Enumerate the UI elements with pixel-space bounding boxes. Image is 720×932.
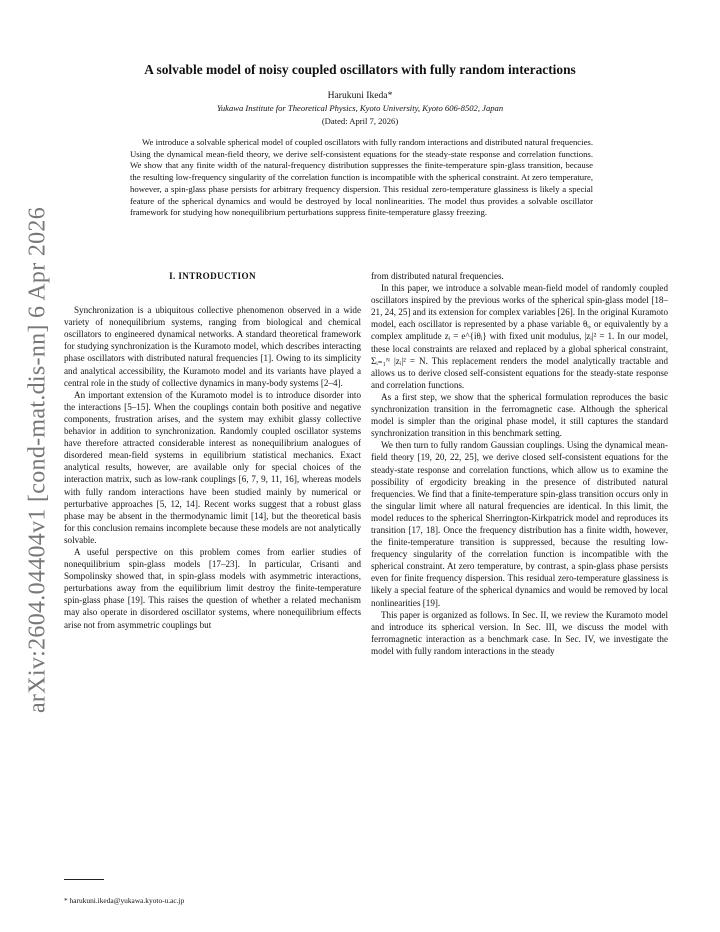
- paper-title: A solvable model of noisy coupled oscillators with fully random interactions: [144, 62, 576, 77]
- paragraph: This paper is organized as follows. In Sec. II, we review the Kuramoto model and introduce its spherical version. In Sec. III, we discuss the model with ferromagnetic interaction as a benchmark case. In Sec. IV, we investigate the model with fully random interactions in the steady: [371, 609, 668, 656]
- author-affiliation: Yukawa Institute for Theoretical Physics, Kyoto University, Kyoto 606-8502, Japan: [216, 103, 504, 113]
- right-column: [371, 270, 668, 657]
- paragraph: As a first step, we show that the spherical formulation reproduces the basic synchronization transition in the ferromagnetic case. Although the spherical model is simpler than the original phase model, it still captures the standard synchronization transition in this benchmark setting.: [371, 391, 668, 439]
- paper-date: (Dated: April 7, 2026): [321, 116, 399, 126]
- paragraph: We then turn to fully random Gaussian couplings. Using the dynamical mean-field theory [19, 20, 22, 25], we derive closed self-consistent equations for the steady-state response and correlation functions, which allow us to examine the possibility of ergodicity breaking in the presence of distributed natural frequencies. We find that a finite-temperature spin-glass transition occurs only in the singular limit where all natural frequencies are identical. In this limit, the model reduces to the spherical Sherrington-Kirkpatrick model and reproduces its transition [17, 18]. Once the frequency distribution has a finite width, however, the finite-temperature transition is suppressed, because the resulting low-frequency singularity of the correlation function is incompatible with the spherical constraint. At zero temperature, by contrast, a spin-glass phase persists even for finite frequency dispersion. This residual zero-temperature glassiness is likely a special feature of the spherical dynamics and would be removed by local nonlinearities [19].: [371, 440, 668, 608]
- arxiv-identifier-stamp: [18, 160, 58, 760]
- paragraph: from distributed natural frequencies.: [371, 271, 504, 281]
- footnote-email: * harukuni.ikeda@yukawa.kyoto-u.ac.jp: [64, 896, 185, 905]
- paragraph: An important extension of the Kuramoto model is to introduce disorder into the interactions [5–15]. When the couplings contain both positive and negative components, frustration arises, and the system may exhibit glassy collective behavior in addition to synchronization. Randomly coupled oscillator systems have therefore attracted considerable interest as nonequilibrium analogues of disordered mean-field systems in equilibrium statistical mechanics. Exact analytical results, however, are available only for special choices of the interaction matrix, such as low-rank couplings [6, 7, 9, 11, 16], whereas models with fully random interactions have been studied mainly by numerical or perturbative approaches [5, 12, 14]. Recent works suggest that a robust glass phase may be absent in the thermodynamic limit [14], but the theoretical basis for this conclusion remains incomplete because these models are not analytically solvable.: [64, 389, 361, 545]
- arxiv-identifier-text: arXiv:2604.04404v1 [cond-mat.dis-nn] 6 Apr 2026: [24, 206, 51, 714]
- paragraph: In this paper, we introduce a solvable mean-field model of randomly coupled oscillators inspired by the previous works of the spherical spin-glass model [18–21, 24, 25] and its extension for complex variables [26]. In the original Kuramoto model, each oscillator is represented by a phase variable θᵢ, or equivalently by a complex amplitude zᵢ = e^{iθᵢ} with fixed unit modulus, |zᵢ|² = 1. In our model, these local constraints are relaxed and replaced by a global spherical constraint, Σᵢ₌₁ᴺ |zᵢ|² = N. This replacement renders the model analytically tractable and allows us to derive closed self-consistent equations for the steady-state response and correlation functions.: [371, 283, 668, 390]
- paragraph: Synchronization is a ubiquitous collective phenomenon observed in a wide variety of nonequilibrium systems, ranging from biological and chemical oscillators to engineered dynamical networks. A standard theoretical framework for studying synchronization is the Kuramoto model, which describes interacting phase oscillators with distributed natural frequencies [1]. Owing to its simplicity and analytical accessibility, the Kuramoto model and its variants have played a central role in the study of collective dynamics in many-body systems [2–4].: [64, 305, 361, 388]
- section-heading-introduction: I. INTRODUCTION: [169, 271, 256, 281]
- footnote-divider: [64, 879, 104, 880]
- paragraph: A useful perspective on this problem comes from earlier studies of nonequilibrium spin-glass models [17–23]. In particular, Crisanti and Sompolinsky showed that, in spin-glass models with asymmetric interactions, perturbations away from the equilibrium limit destroy the finite-temperature spin-glass phase [19]. This raises the question of whether a related mechanism may also operate in disordered oscillator systems, where nonequilibrium effects arise not from asymmetric couplings but: [64, 546, 361, 630]
- left-column: [64, 270, 361, 631]
- author-name: Harukuni Ikeda*: [327, 90, 393, 101]
- abstract: We introduce a solvable spherical model of coupled oscillators with fully random interactions and distributed natural frequencies. Using the dynamical mean-field theory, we derive self-consistent equations for the steady-state response and correlation functions. We show that any finite width of the natural-frequency distribution suppresses the finite-temperature spin-glass transition, because the resulting low-frequency singularity of the correlation function is incompatible with the spherical constraint. At zero temperature, however, a spin-glass phase persists for arbitrary frequency dispersion. This residual zero-temperature glassiness is likely a special feature of the spherical dynamics and would be destroyed by local nonlinearities. The model thus provides a solvable oscillator framework for studying how nonequilibrium perturbations suppress finite-temperature glassy freezing.: [130, 137, 593, 218]
